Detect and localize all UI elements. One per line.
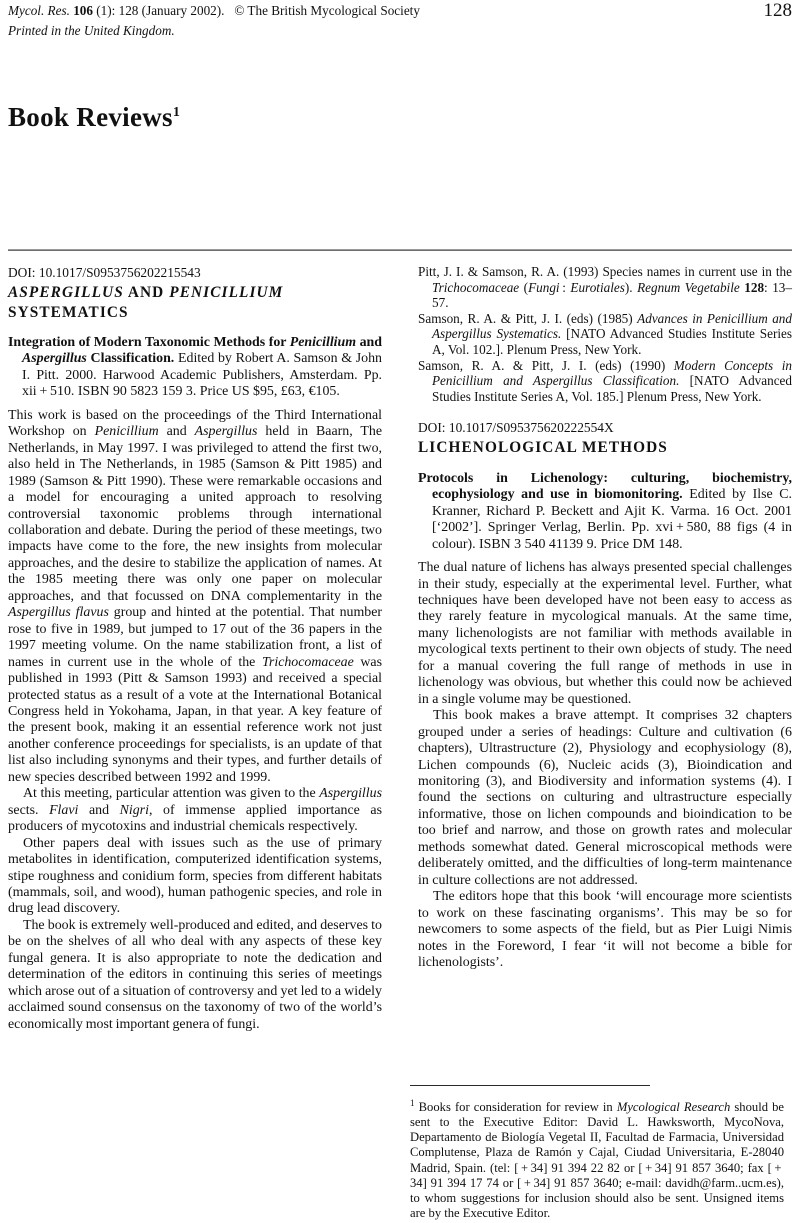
left-column <box>8 264 382 1033</box>
review-1-citation-title-b: and <box>356 335 382 350</box>
page-number: 128 <box>763 0 792 21</box>
review-1-citation-title-c: Classification. <box>86 351 175 367</box>
review-2-citation-title: Protocols in Lichenology: culturing, biochemistry, ecophysiology and use in biomonitoring. <box>418 470 792 503</box>
footnote-text: Books for consideration for review in Mycological Research should be sent to the Executive Editor: David L. Hawksworth, MycoNova, Departamento de Biología Vegetal II, Facultad de Farmacia, Universidad Complutense, Plaza de Ramón y Cajal, Ciudad Universitaria, E-28040 Madrid, Spain. (tel: [ + 34] 91 394 22 82 or [ + 34] 91 857 3640; fax [ + 34] 91 394 17 74 or [ + 34] 91 857 3640; e-mail: davidh@farm..ucm.es), to whom suggestions for inclusion should also be sent. Unsigned items are by the Executive Editor. <box>410 1100 784 1220</box>
review-1-citation-genus-1: Penicillium <box>289 335 357 350</box>
review-1-doi: DOI: 10.1017/S0953756202215543 <box>8 265 201 280</box>
footnote-divider <box>410 1085 650 1086</box>
review-1-citation <box>8 335 382 401</box>
review-2-citation-details: Edited by Ilse C. Kranner, Richard P. Beckett and Ajit K. Varma. 16 Oct. 2001 [‘2002’]. Springer Verlag, Berlin. Pp. xvi + 580, 88 figs (4 in colour). ISBN 3 540 41139 9. Price DM 148. <box>432 487 792 552</box>
review-2-paragraph-3: The editors hope that this book ‘will encourage more scientists to work on these fascinating organisms’. This may be so for newcomers to some aspects of the field, but as Pier Luigi Nimis notes in the Foreword, I fear ‘it will not become a bible for lichenologists’. <box>418 889 792 970</box>
review-1-paragraph-3: Other papers deal with issues such as the use of primary metabolites in identification, computerized identification systems, stipe roughness and conidium form, species from different habitats (mammals, soil, and wood), human pathogenic species, and role in drug lead discovery. <box>8 835 382 917</box>
review-1-paragraph-1: This work is based on the proceedings of the Third International Workshop on Penicillium and Aspergillus held in Baarn, The Netherlands, in May 1997. I was privileged to attend the first two, also held in The Netherlands, in 1985 (Samson & Pitt 1985) and 1989 (Samson & Pitt 1990). These were remarkable occasions and a model for encouraging a united approach to resolving controversial taxonomic problems through international collaboration and debate. During the period of these meetings, two impacts have come to the fore, the new insights from molecular approaches, and the desire to stabilize the application of names. At the 1985 meeting there was only one paper on molecular approaches, and that focussed on DNA complementarity in the Aspergillus flavus group and hinted at the potential. That number rose to five in 1989, but jumped to 17 out of the 36 papers in the 1997 meeting volume. On the name stabilization front, a list of names in current use in the whole of the Trichocomaceae was published in 1993 (Pitt & Samson 1993) and received a special protected status as a result of a vote at the International Botanical Congress held in Yokohama, Japan, in that year. A key feature of the present book, making it an essential reference work not just another conference proceedings for specialists, is an update of that list also including synonyms and their types, and further details of new species described between 1992 and 1999. <box>8 407 383 785</box>
volume-number: 106 <box>73 3 93 18</box>
page-title-footnote-marker: 1 <box>172 104 181 121</box>
review-1-citation-title-a: Integration of Modern Taxonomic Methods for <box>8 335 290 350</box>
review-2-doi: DOI: 10.1017/S095375620222554X <box>418 420 614 436</box>
review-2-heading: LICHENOLOGICAL METHODS <box>418 439 668 457</box>
review-2-paragraph-2: This book makes a brave attempt. It comprises 32 chapters grouped under a series of headings: Culture and cultivation (6 chapters), Ultrastructure (2), Physiology and ecophysiology (8), Lichen compounds (6), Nucleic acids (3), Bioindication and monitoring (3), and Biodiversity and information systems (4). I found the sections on culturing and ultrastructure especially informative, those on lichen compounds and bioindication to be too brief and narrow, and those on growth rates and molecular methods somewhat dated. General microscopical methods were deliberately omitted, and the difficulties of long-term maintenance in culture collections are not addressed. <box>418 708 792 888</box>
review-1-heading-genus-1: ASPERGILLUS <box>8 284 124 301</box>
journal-abbreviation: Mycol. Res. <box>8 3 70 18</box>
review-1-paragraph-4: The book is extremely well-produced and edited, and deserves to be on the shelves of all who deal with any aspects of these key fungal genera. It is also appropriate to note the dedication and determination of the editors in continuing this series of meetings which arose out of a situation of controversy and yet led to a widely acclaimed sound consensus on the taxonomy of two of the world’s economically most important genera of fungi. <box>8 917 382 1032</box>
running-head-citation <box>8 2 792 19</box>
body-columns <box>8 264 792 1214</box>
footnote <box>410 1096 784 1221</box>
review-1-citation-genus-2: Aspergillus <box>22 351 87 367</box>
review-1-paragraph-2: At this meeting, particular attention was given to the Aspergillus sects. Flavi and Nigri, of immense applied importance as producers of mycotoxins and industrial chemicals respectively. <box>8 786 382 835</box>
review-1-heading-conjunction: AND <box>123 284 170 301</box>
issue-and-page: (1): 128 (January 2002). <box>96 3 225 18</box>
page-title <box>8 102 180 133</box>
reference-item: Pitt, J. I. & Samson, R. A. (1993) Species names in current use in the Trichocomaceae (Fungi : Eurotiales). Regnum Vegetabile 128: 13–57. <box>418 264 792 311</box>
right-column <box>418 264 792 971</box>
page-title-text: Book Reviews <box>8 102 173 133</box>
reference-item: Samson, R. A. & Pitt, J. I. (eds) (1985) Advances in Penicillium and Aspergillus Systematics. [NATO Advanced Studies Institute Series A, Vol. 102.]. Plenum Press, New York. <box>418 310 792 357</box>
printed-in-line: Printed in the United Kingdom. <box>8 23 175 38</box>
review-2-paragraph-1: The dual nature of lichens has always presented special challenges in their study, especially at the experimental level. Further, what techniques have been developed have not been easy to access as they rarely feature in mycological manuals. At the same time, many lichenologists are not familiar with methods available in mycological texts pertinent to their own objects of study. The need for a manual covering the full range of methods in use in lichenology was obvious, but whether this could now be achieved in a single volume may be questioned. <box>418 560 792 707</box>
copyright-notice: © The British Mycological Society <box>234 3 420 18</box>
review-1-heading-genus-2: PENICILLIUM <box>169 284 284 301</box>
review-1-heading-systematics: SYSTEMATICS <box>8 303 129 321</box>
running-head <box>8 2 792 39</box>
review-1-citation-details: Edited by Robert A. Samson & John I. Pitt. 2000. Harwood Academic Publishers, Amsterdam. Pp. xii + 510. ISBN 90 5823 159 3. Price US $95, £63, €105. <box>22 351 383 400</box>
footnote-marker: 1 <box>410 1098 415 1108</box>
header-divider <box>8 249 792 251</box>
reference-item: Samson, R. A. & Pitt, J. I. (eds) (1990) Modern Concepts in Penicillium and Aspergillus Classification. [NATO Advanced Studies Institute Series A, Vol. 185.] Plenum Press, New York. <box>418 357 793 404</box>
review-1-heading <box>8 283 382 322</box>
review-2-citation <box>418 471 792 553</box>
